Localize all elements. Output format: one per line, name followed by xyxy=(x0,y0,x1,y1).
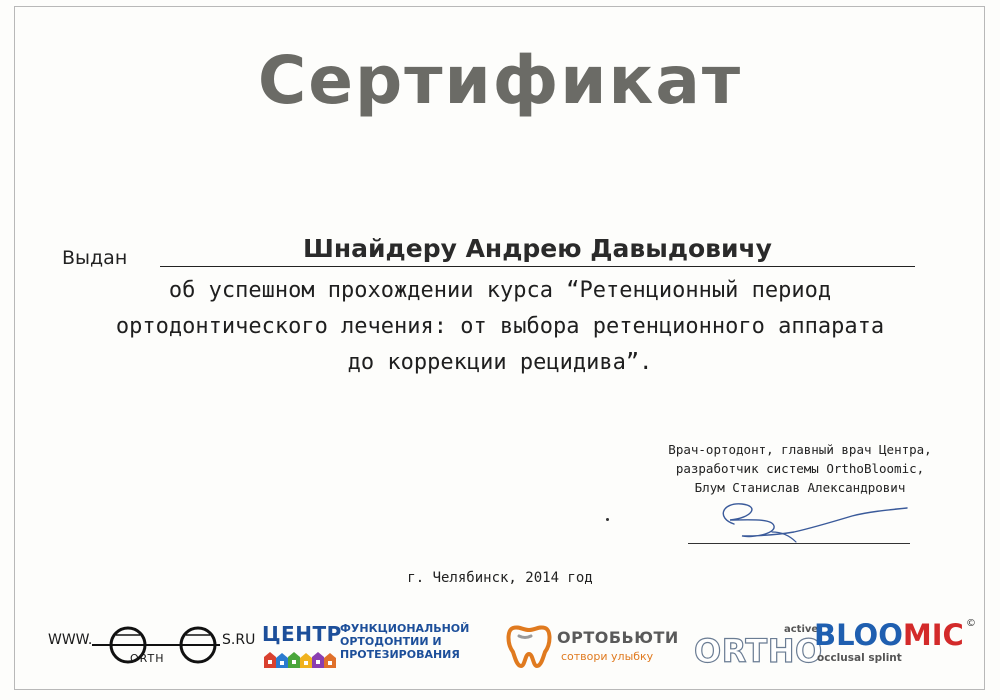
course-line-3: до коррекции рецидива”. xyxy=(347,350,653,375)
orthos-www: WWW. xyxy=(48,632,93,648)
signer-block xyxy=(640,440,960,497)
orthobloomic-copyright: © xyxy=(966,618,976,629)
signer-line-3: Блум Станислав Александрович xyxy=(694,480,906,495)
signer-line-2: разработчик системы OrthoBloomic, xyxy=(675,461,925,476)
orthobloomic-ortho: ORTHO xyxy=(694,632,823,670)
houses-icon xyxy=(264,650,336,668)
orthobloomic-mic: MIC xyxy=(902,618,964,652)
orthos-ru: S.RU xyxy=(222,632,256,648)
centr-title: ЦЕНТР xyxy=(262,622,342,646)
ink-speck xyxy=(606,518,609,521)
orthobloomic-tagline: occlusal splint xyxy=(817,652,902,664)
issued-label: Выдан xyxy=(62,247,128,269)
orthos-logo xyxy=(44,615,256,675)
centr-logo xyxy=(262,622,472,672)
handwritten-signature xyxy=(712,496,912,546)
centr-sub-line-1: ФУНКЦИОНАЛЬНОЙ xyxy=(340,622,470,635)
orthobeauty-name: ОРТОБЬЮТИ xyxy=(557,628,679,647)
orthobloomic-logo xyxy=(694,618,984,674)
centr-subtitle xyxy=(340,622,475,661)
course-description xyxy=(0,273,1000,381)
orthos-orth: ORTH xyxy=(130,652,165,665)
orthobloomic-bloo: BLOO xyxy=(814,618,903,652)
orthobloomic-bloomic xyxy=(814,618,964,652)
course-line-2: ортодонтического лечения: от выбора ретенционного аппарата xyxy=(115,314,885,339)
recipient-name: Шнайдеру Андрею Давыдовичу xyxy=(303,234,772,263)
centr-sub-line-2: ОРТОДОНТИИ И xyxy=(340,635,442,648)
tooth-icon xyxy=(505,622,553,668)
recipient-underline xyxy=(160,266,915,267)
orthobeauty-logo xyxy=(505,620,679,670)
orthobloomic-active: active xyxy=(784,624,819,635)
city-and-year: г. Челябинск, 2014 год xyxy=(407,570,593,586)
course-line-1: об успешном прохождении курса “Ретенционный период xyxy=(168,278,832,303)
signer-line-1: Врач-ортодонт, главный врач Центра, xyxy=(668,442,932,457)
orthobeauty-slogan: сотвори улыбку xyxy=(561,650,654,663)
certificate-title: Сертификат xyxy=(257,42,743,119)
signature-line xyxy=(688,543,910,544)
centr-sub-line-3: ПРОТЕЗИРОВАНИЯ xyxy=(340,648,460,661)
